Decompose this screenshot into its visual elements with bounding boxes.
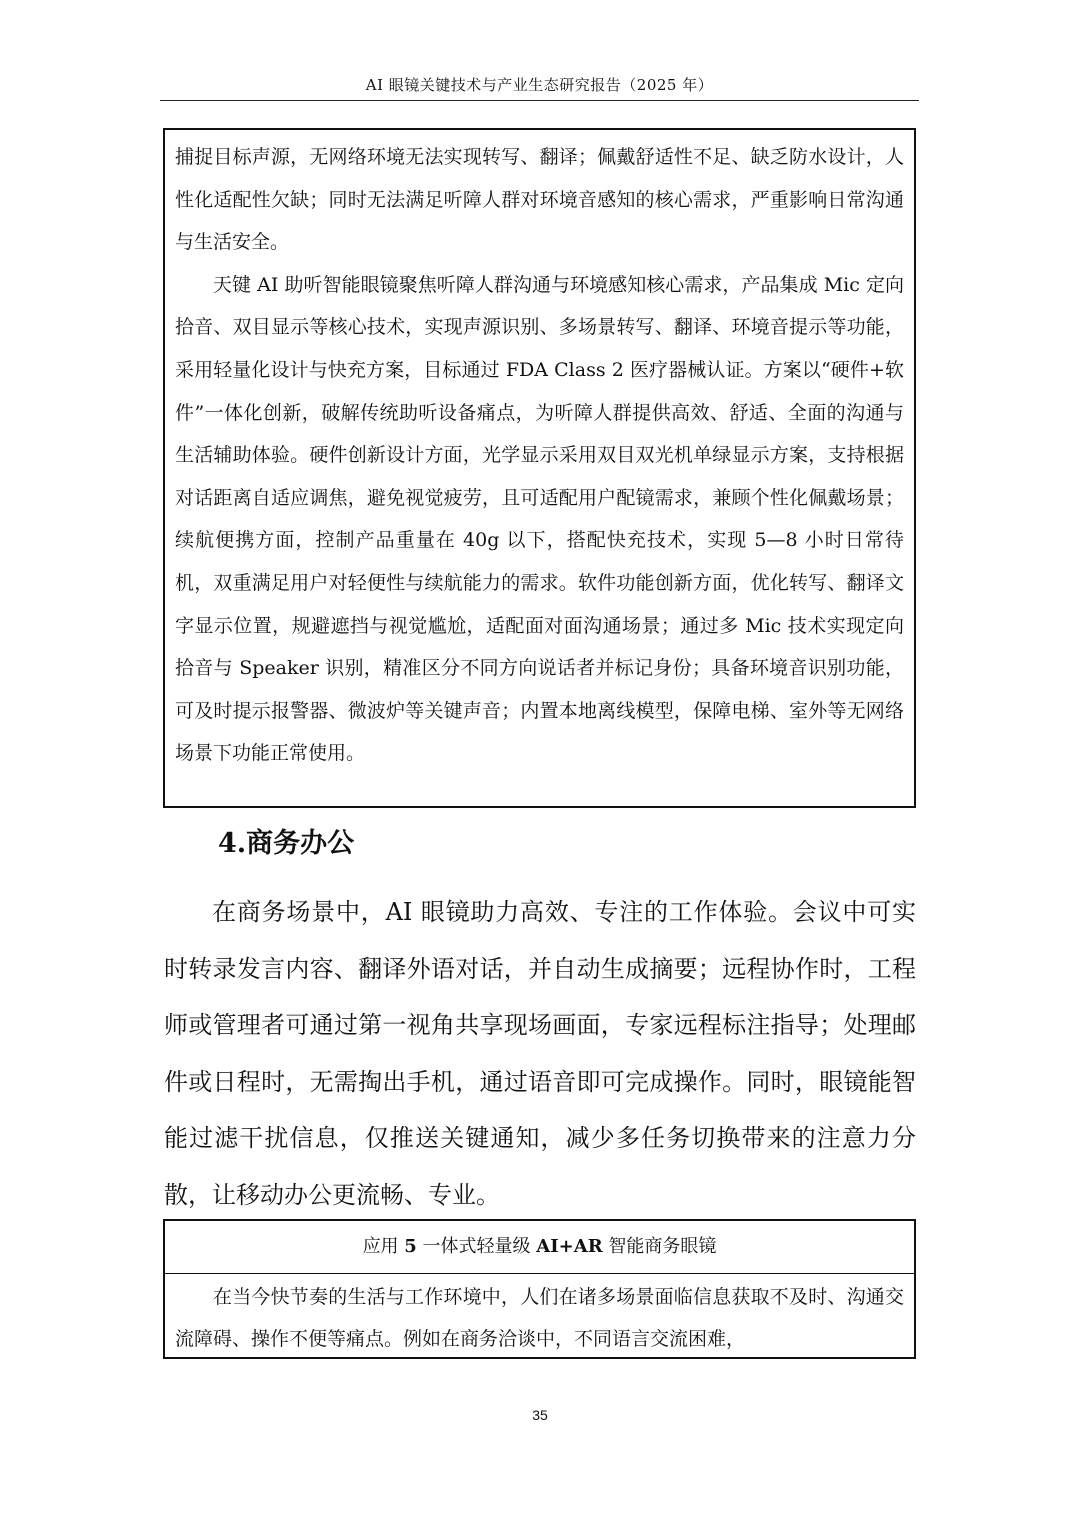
application-box-title bbox=[165, 1221, 914, 1274]
case-study-paragraph-continued: 捕捉目标声源，无网络环境无法实现转写、翻译；佩戴舒适性不足、缺乏防水设计，人性化适配性欠缺；同时无法满足听障人群对环境音感知的核心需求，严重影响日常沟通与生活安全。 bbox=[175, 146, 904, 254]
title-prefix: 应用 bbox=[362, 1236, 405, 1257]
header-title: AI 眼镜关键技术与产业生态研究报告（2025 年） bbox=[365, 76, 714, 94]
application-box bbox=[163, 1219, 916, 1359]
case-study-paragraph: 天键 AI 助听智能眼镜聚焦听障人群沟通与环境感知核心需求，产品集成 Mic 定向拾音、双目显示等核心技术，实现声源识别、多场景转写、翻译、环境音提示等功能，采用轻量化设计与快充方案，目标通过 FDA Class 2 医疗器械认证。方案以“硬件+软件”一体化创新，破解传统助听设备痛点，为听障人群提供高效、舒适、全面的沟通与生活辅助体验。硬件创新设计方面，光学显示采用双目双光机单绿显示方案，支持根据对话距离自适应调焦，避免视觉疲劳，且可适配用户配镜需求，兼顾个性化佩戴场景；续航便携方面，控制产品重量在 40g 以下，搭配快充技术，实现 5—8 小时日常待机，双重满足用户对轻便性与续航能力的需求。软件功能创新方面，优化转写、翻译文字显示位置，规避遮挡与视觉尴尬，适配面对面沟通场景；通过多 Mic 技术实现定向拾音与 Speaker 识别，精准区分不同方向说话者并标记身份；具备环境音识别功能，可及时提示报警器、微波炉等关键声音；内置本地离线模型，保障电梯、室外等无网络场景下功能正常使用。 bbox=[175, 273, 904, 765]
page-number: 35 bbox=[532, 1407, 548, 1423]
case-study-box bbox=[163, 128, 916, 808]
application-box-paragraph: 在当今快节奏的生活与工作环境中，人们在诸多场景面临信息获取不及时、沟通交流障碍、操作不便等痛点。例如在商务洽谈中，不同语言交流困难， bbox=[175, 1286, 904, 1350]
title-middle: 一体式轻量级 bbox=[416, 1236, 537, 1257]
title-suffix: 智能商务眼镜 bbox=[602, 1236, 717, 1257]
section-heading: 4.商务办公 bbox=[218, 828, 355, 859]
section-body-paragraph: 在商务场景中，AI 眼镜助力高效、专注的工作体验。会议中可实时转录发言内容、翻译外语对话，并自动生成摘要；远程协作时，工程师或管理者可通过第一视角共享现场画面，专家远程标注指导；处理邮件或日程时，无需掏出手机，通过语音即可完成操作。同时，眼镜能智能过滤干扰信息，仅推送关键通知，减少多任务切换带来的注意力分散，让移动办公更流畅、专业。 bbox=[164, 898, 916, 1209]
title-bold-term: AI+AR bbox=[536, 1236, 603, 1257]
running-header bbox=[160, 74, 919, 101]
title-number: 5 bbox=[404, 1236, 417, 1257]
